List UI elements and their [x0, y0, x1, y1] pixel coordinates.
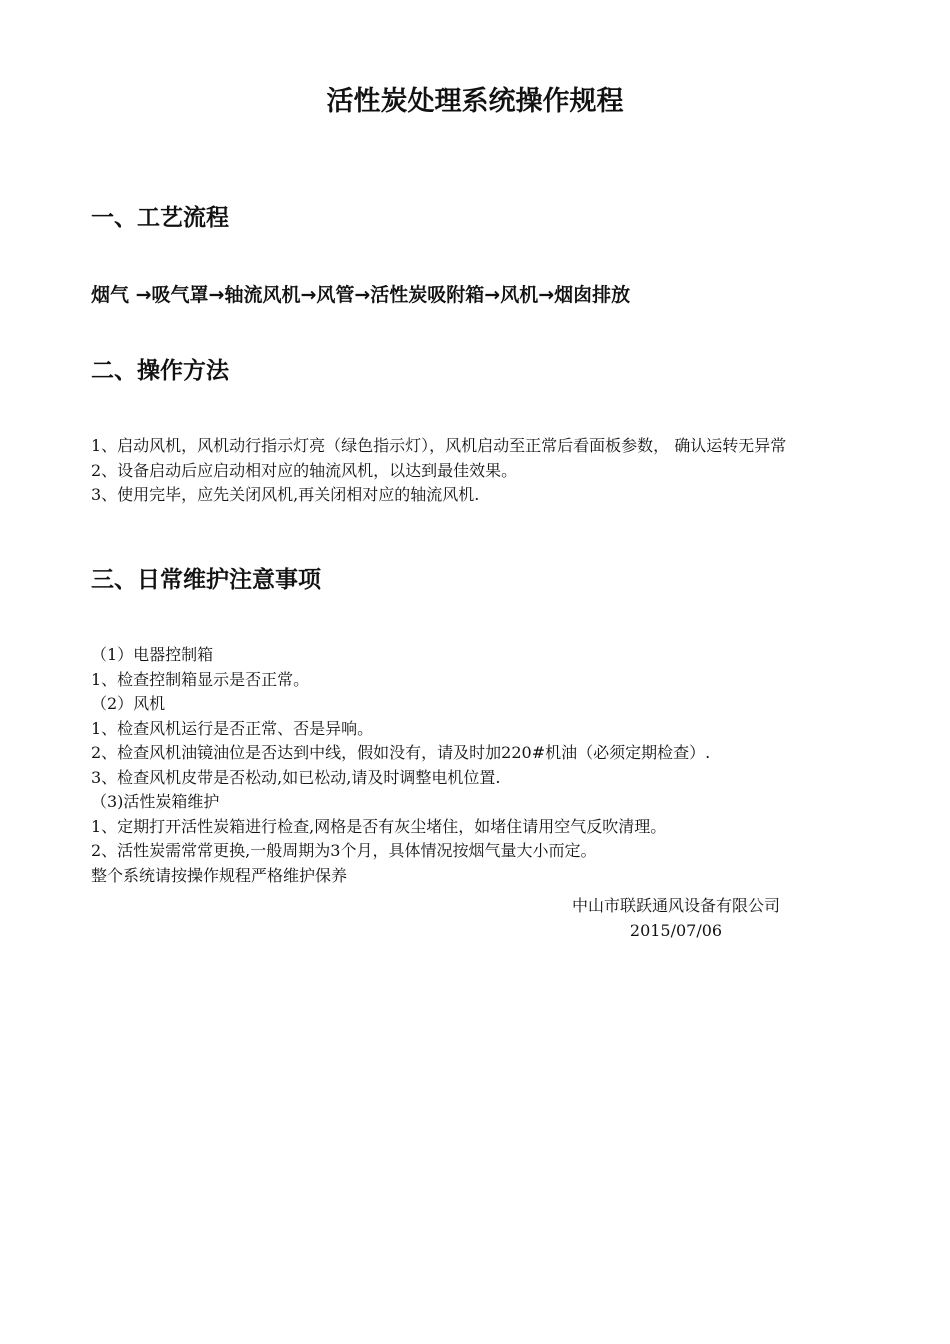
operation-step: 2、设备启动后应启动相对应的轴流风机，以达到最佳效果。	[91, 460, 518, 480]
maintenance-closing: 整个系统请按操作规程严格维护保养	[91, 865, 348, 885]
section-heading-maintenance: 三、日常维护注意事项	[91, 567, 321, 593]
operation-step: 3、使用完毕，应先关闭风机,再关闭相对应的轴流风机.	[91, 485, 480, 504]
maintenance-item: 1、检查控制箱显示是否正常。	[91, 669, 310, 689]
maintenance-item: 2、检查风机油镜油位是否达到中线，假如没有，请及时加220#机油（必须定期检查）.	[91, 743, 711, 762]
operation-steps	[91, 434, 861, 508]
maintenance-subheading: （2）风机	[91, 694, 166, 713]
maintenance-item: 3、检查风机皮带是否松动,如已松动,请及时调整电机位置.	[91, 767, 501, 787]
maintenance-item: 2、活性炭需常常更换,一般周期为3个月，具体情况按烟气量大小而定。	[91, 841, 597, 860]
document-title: 活性炭处理系统操作规程	[326, 86, 624, 117]
company-name: 中山市联跃通风设备有限公司	[571, 896, 780, 915]
document-date: 2015/07/06	[629, 921, 723, 940]
section-heading-process: 一、工艺流程	[91, 205, 229, 231]
maintenance-item: 1、检查风机运行是否正常、否是异响。	[91, 718, 374, 738]
signature-block	[500, 893, 852, 943]
operation-step: 1、启动风机，风机动行指示灯亮（绿色指示灯），风机启动至正常后看面板参数， 确认运转无异常	[91, 436, 787, 455]
maintenance-list	[91, 643, 861, 888]
process-flow: 烟气 →吸气罩→轴流风机→风管→活性炭吸附箱→风机→烟囱排放	[91, 284, 631, 306]
section-heading-operation: 二、操作方法	[91, 358, 229, 384]
maintenance-subheading: （3)活性炭箱维护	[91, 792, 220, 811]
maintenance-subheading: （1）电器控制箱	[91, 645, 214, 664]
maintenance-item: 1、定期打开活性炭箱进行检查,网格是否有灰尘堵住，如堵住请用空气反吹清理。	[91, 816, 667, 836]
